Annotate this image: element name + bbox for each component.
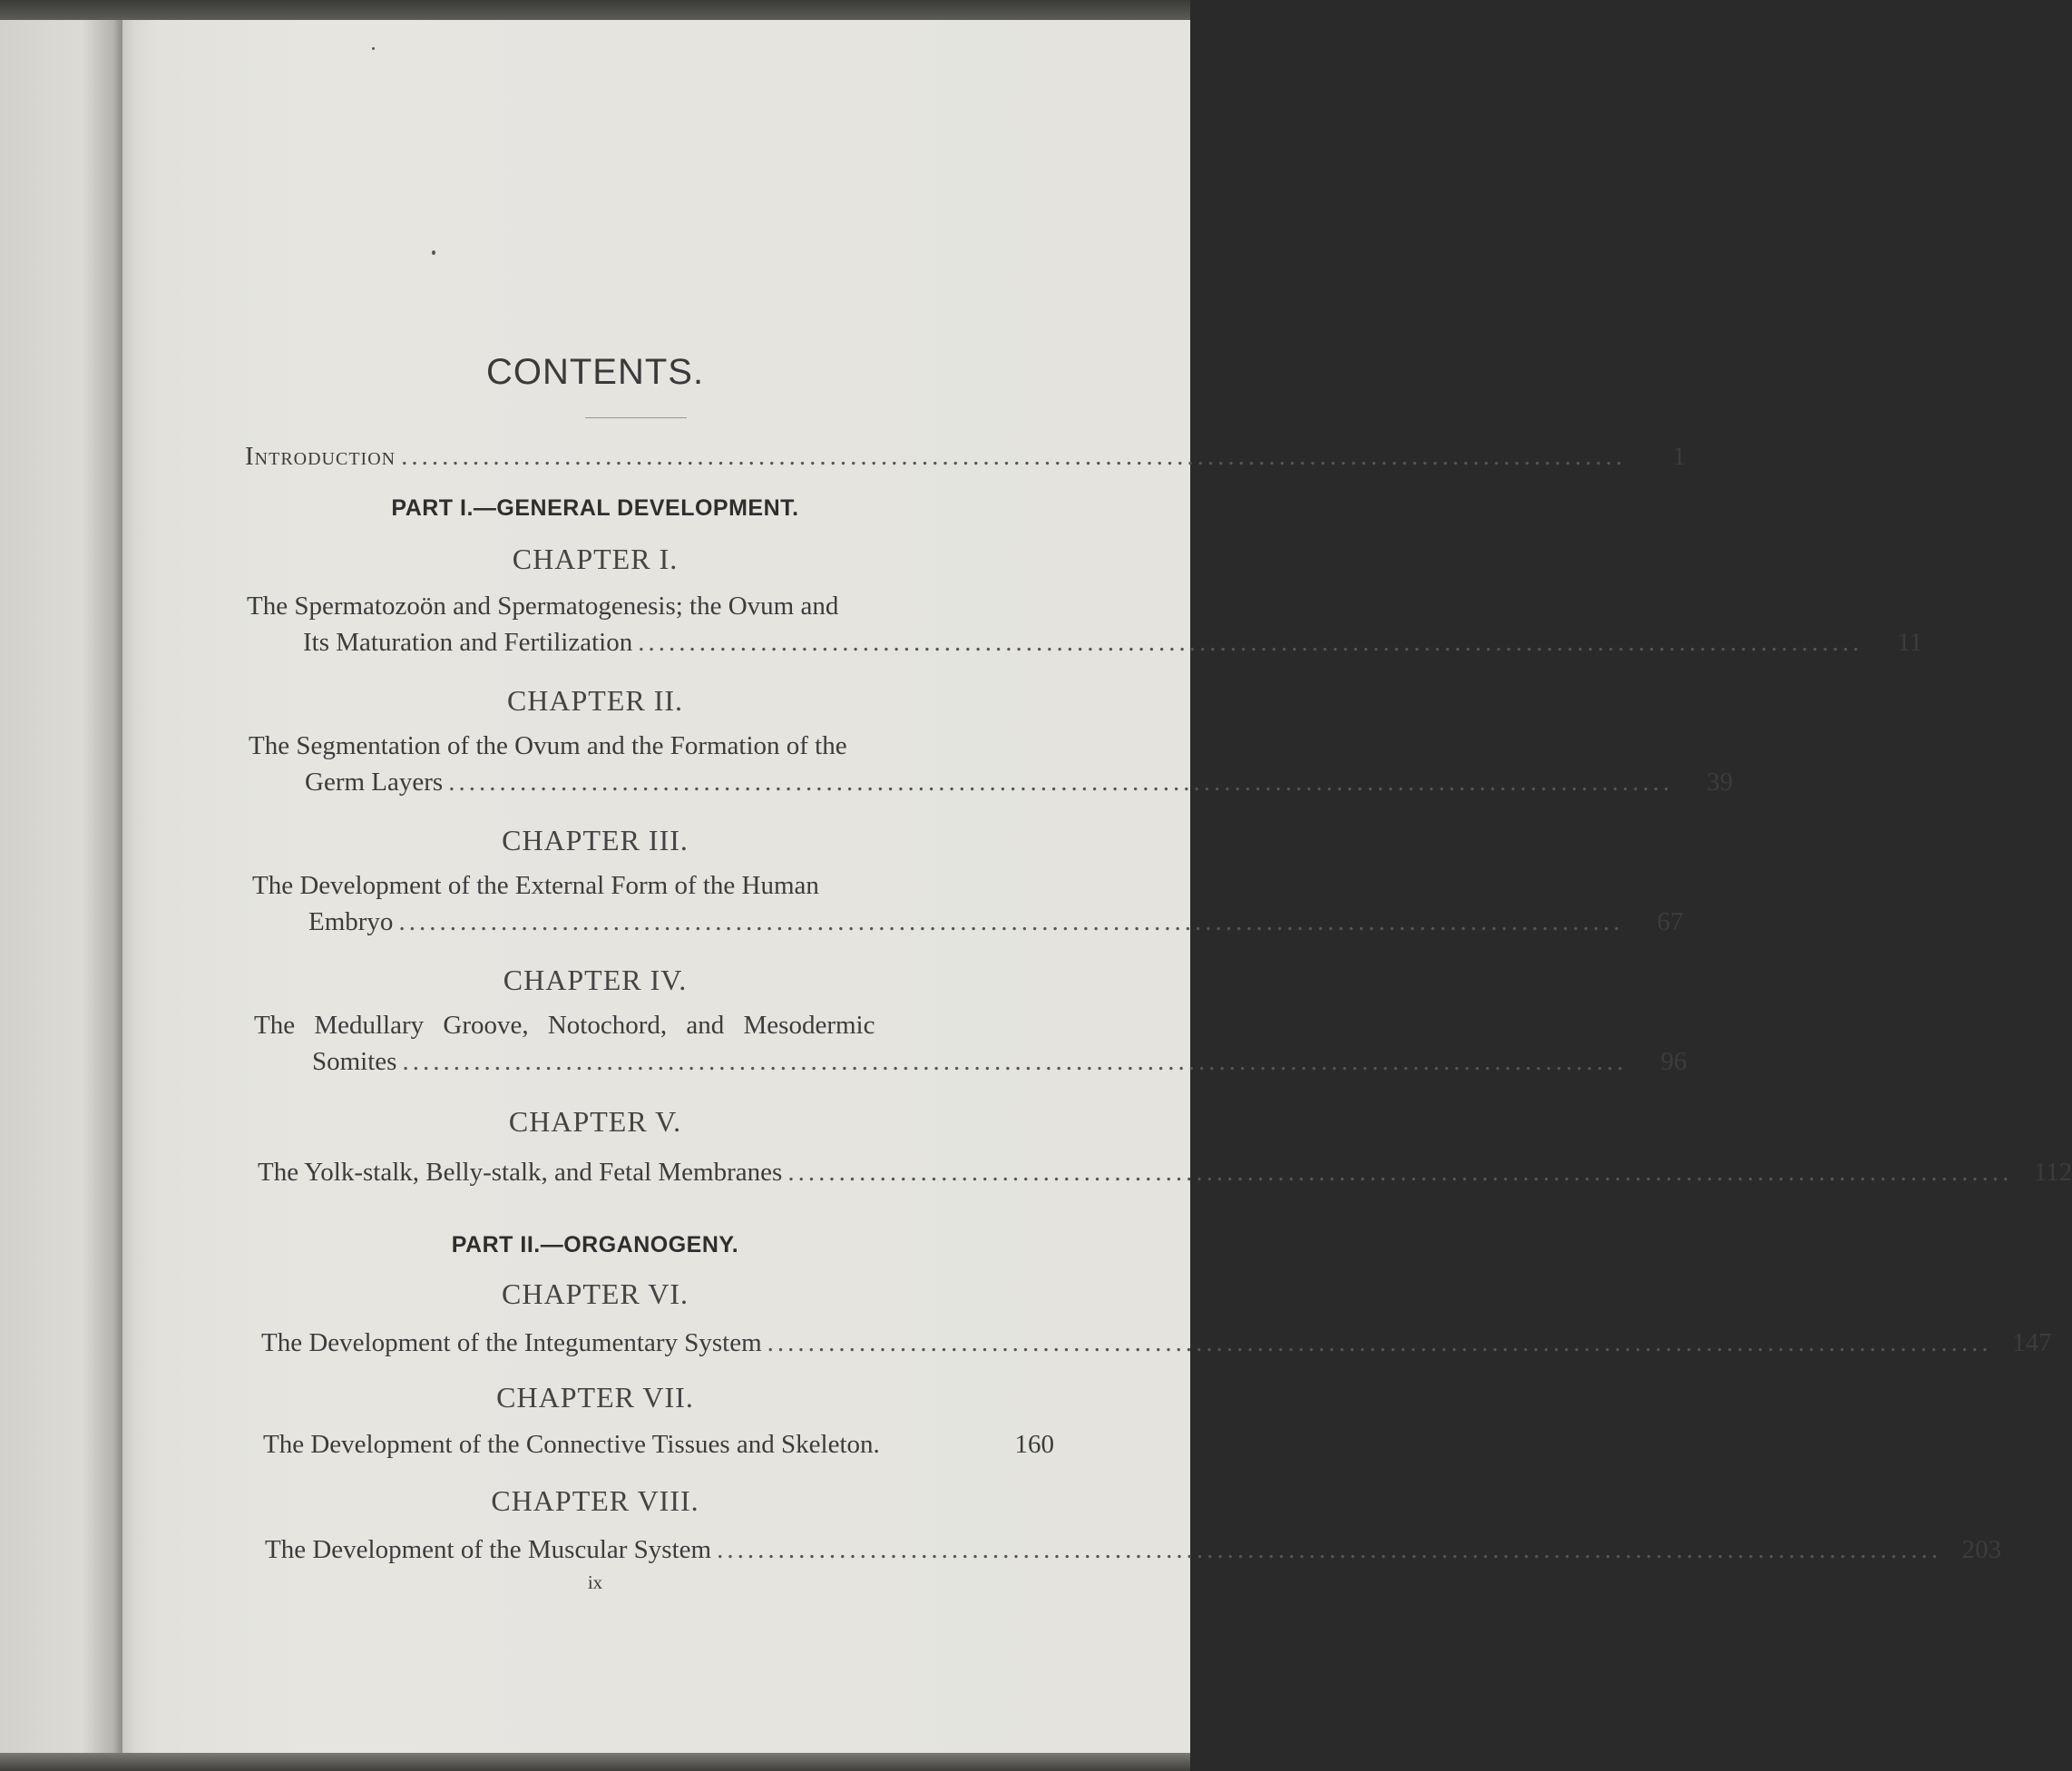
toc-entry — [0, 1531, 2002, 1568]
chapter-heading: CHAPTER I. — [512, 543, 679, 575]
page-number: 1 — [1672, 442, 1686, 471]
page-number: 96 — [1660, 1047, 1687, 1076]
toc-entry — [0, 588, 1923, 660]
page-number: 112 — [2033, 1158, 2072, 1187]
scan-top-edge — [0, 0, 1190, 20]
toc-entry — [0, 1426, 1190, 1463]
dot-leader: ........................................................................................................................ — [448, 768, 1674, 797]
toc-entry-title: The Development of the Integumentary System — [261, 1328, 762, 1357]
toc-entry-title: The Spermatozoön and Spermatogenesis; the Ovum and — [247, 592, 839, 621]
page-number: 67 — [1657, 907, 1684, 936]
toc-entry-title: The Development of the External Form of the Human — [252, 871, 819, 900]
page-title: CONTENTS. — [485, 352, 705, 392]
part-heading: PART I.—GENERAL DEVELOPMENT. — [391, 495, 799, 521]
toc-entry-title-cont: Its Maturation and Fertilization — [303, 628, 633, 657]
toc-entry-title-cont: Embryo — [308, 907, 394, 936]
toc-entry-introduction — [0, 438, 1686, 475]
toc-entry-title: The Development of the Connective Tissues and Skeleton. — [263, 1430, 880, 1459]
paper-speck — [372, 47, 375, 50]
page-number: 160 — [1014, 1430, 1054, 1459]
chapter-heading: CHAPTER III. — [502, 824, 689, 856]
chapter-heading: CHAPTER IV. — [503, 964, 688, 996]
toc-entry-title-cont: Somites — [312, 1047, 397, 1076]
chapter-heading: CHAPTER VI. — [502, 1277, 689, 1310]
chapter-heading: CHAPTER V. — [508, 1105, 682, 1138]
page-number: 147 — [2012, 1328, 2052, 1357]
paper-speck — [432, 250, 435, 255]
page-number: 11 — [1897, 628, 1923, 657]
toc-entry-title: The Medullary Groove, Notochord, and Mesodermic — [254, 1011, 875, 1040]
dot-leader: ........................................................................................................................ — [787, 1158, 2013, 1187]
toc-entry-title: The Development of the Muscular System — [265, 1535, 712, 1564]
dot-leader: ........................................................................................................................ — [717, 1535, 1942, 1564]
dot-leader: ........................................................................................................................ — [767, 1328, 1992, 1357]
toc-entry — [0, 728, 1734, 800]
toc-entry — [0, 1325, 2052, 1361]
toc-entry — [0, 1154, 2072, 1190]
toc-entry — [0, 867, 1684, 940]
toc-entry — [0, 1007, 1687, 1080]
toc-entry-title: The Segmentation of the Ovum and the Formation of the — [249, 731, 847, 760]
toc-entry-title-cont: Germ Layers — [305, 768, 444, 797]
chapter-heading: CHAPTER VII. — [496, 1381, 694, 1414]
page-number: 39 — [1706, 768, 1734, 797]
dot-leader: ........................................................................................................................ — [398, 907, 1624, 936]
toc-entry-label: Introduction — [245, 442, 396, 471]
scan-bottom-edge — [0, 1753, 1190, 1771]
dot-leader: ........................................................................................................................ — [402, 1047, 1627, 1076]
chapter-heading: CHAPTER VIII. — [491, 1484, 699, 1517]
dot-leader: ........................................................................................................................ — [401, 442, 1627, 471]
chapter-heading: CHAPTER II. — [506, 684, 684, 717]
page-number: 203 — [1961, 1535, 2002, 1564]
page-folio: ix — [587, 1571, 603, 1593]
title-rule — [585, 417, 687, 418]
toc-entry-title: The Yolk-stalk, Belly-stalk, and Fetal Membranes — [258, 1158, 783, 1187]
dot-leader: ........................................................................................................................ — [638, 628, 1863, 657]
part-heading: PART II.—ORGANOGENY. — [451, 1232, 739, 1257]
